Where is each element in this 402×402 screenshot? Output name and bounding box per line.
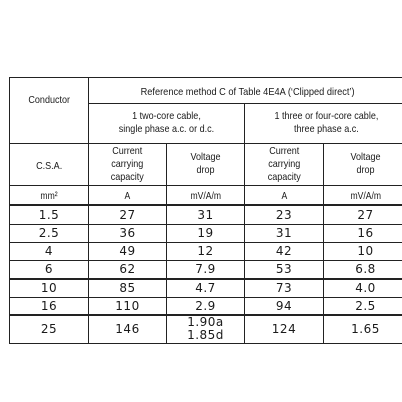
group1-title-cell bbox=[89, 104, 245, 144]
csa-cell: 2.5 bbox=[10, 224, 89, 242]
vd1-header-line1: Voltage bbox=[190, 151, 221, 163]
group1-title-line2: single phase a.c. or d.c. bbox=[118, 123, 215, 135]
vd2-cell: 2.5 bbox=[324, 297, 402, 315]
ccc2-cell: 73 bbox=[245, 279, 324, 297]
ccc2-cell: 124 bbox=[245, 315, 324, 343]
group1-title bbox=[119, 110, 214, 136]
csa-cell: 25 bbox=[10, 315, 89, 343]
table-row bbox=[10, 279, 402, 297]
csa-cell: 4 bbox=[10, 242, 89, 260]
ccc2-cell: 53 bbox=[245, 260, 324, 279]
vd1-cell: 7.9 bbox=[167, 260, 245, 279]
csa-cell: 10 bbox=[10, 279, 89, 297]
group1-title-line1: 1 two-core cable, bbox=[132, 110, 201, 122]
table-row bbox=[10, 224, 402, 242]
ccc2-header bbox=[267, 145, 300, 184]
vd2-header-line1: Voltage bbox=[350, 151, 381, 163]
vd2-header bbox=[350, 151, 380, 177]
ccc1-header-line2: carrying bbox=[111, 157, 144, 170]
ccc2-unit: A bbox=[281, 191, 287, 202]
units-row bbox=[10, 186, 402, 206]
reference-method-cell bbox=[89, 78, 402, 104]
cable-rating-table bbox=[9, 77, 402, 344]
ccc2-cell: 23 bbox=[245, 205, 324, 224]
conductor-header-cell bbox=[10, 78, 89, 144]
vd2-header-cell bbox=[324, 144, 402, 186]
vd2-cell: 6.8 bbox=[324, 260, 402, 279]
ccc2-header-line2: carrying bbox=[267, 157, 301, 170]
conductor-header: Conductor bbox=[28, 94, 70, 106]
vd1-cell bbox=[167, 315, 245, 343]
csa-cell: 6 bbox=[10, 260, 89, 279]
ccc1-cell: 27 bbox=[89, 205, 167, 224]
vd1-cell: 19 bbox=[167, 224, 245, 242]
csa-header-cell bbox=[10, 144, 89, 186]
group2-title-line1: 1 three or four-core cable, bbox=[274, 110, 378, 122]
ccc1-cell: 36 bbox=[89, 224, 167, 242]
ccc2-header-line3: capacity bbox=[267, 170, 301, 183]
table-row bbox=[10, 242, 402, 260]
ccc1-header bbox=[111, 145, 144, 184]
ccc1-cell: 62 bbox=[89, 260, 167, 279]
ccc1-unit-cell bbox=[89, 186, 167, 206]
vd2-cell: 27 bbox=[324, 205, 402, 224]
vd2-unit-cell bbox=[324, 186, 402, 206]
csa-cell: 1.5 bbox=[10, 205, 89, 224]
vd2-cell: 4.0 bbox=[324, 279, 402, 297]
vd1-value-d: 1.85d bbox=[187, 328, 224, 343]
vd2-header-line2: drop bbox=[356, 164, 375, 176]
vd1-value-a: 1.90a bbox=[187, 315, 224, 330]
group2-title bbox=[274, 110, 378, 136]
ccc2-cell: 42 bbox=[245, 242, 324, 260]
table-row bbox=[10, 205, 402, 224]
ccc1-cell: 49 bbox=[89, 242, 167, 260]
vd2-cell: 16 bbox=[324, 224, 402, 242]
table-row bbox=[10, 315, 402, 343]
ccc1-header-cell bbox=[89, 144, 167, 186]
group2-title-line2: three phase a.c. bbox=[293, 123, 359, 135]
csa-unit-cell bbox=[10, 186, 89, 206]
ccc1-cell: 110 bbox=[89, 297, 167, 315]
vd2-unit: mV/A/m bbox=[350, 191, 381, 202]
vd1-cell: 31 bbox=[167, 205, 245, 224]
group2-title-cell bbox=[245, 104, 402, 144]
csa-unit: mm² bbox=[40, 191, 58, 202]
vd1-header-cell bbox=[167, 144, 245, 186]
vd1-unit-cell bbox=[167, 186, 245, 206]
ccc1-cell: 146 bbox=[89, 315, 167, 343]
header-row-columns bbox=[10, 144, 402, 186]
vd2-cell: 10 bbox=[324, 242, 402, 260]
vd1-cell: 2.9 bbox=[167, 297, 245, 315]
header-row-reference bbox=[10, 78, 402, 104]
ccc2-cell: 31 bbox=[245, 224, 324, 242]
reference-method-title: Reference method C of Table 4E4A (‘Clipped direct’) bbox=[140, 85, 356, 98]
ccc1-header-line1: Current bbox=[112, 144, 143, 157]
ccc2-header-cell bbox=[245, 144, 324, 186]
ccc2-cell: 94 bbox=[245, 297, 324, 315]
vd1-cell: 12 bbox=[167, 242, 245, 260]
vd1-cell: 4.7 bbox=[167, 279, 245, 297]
vd1-unit: mV/A/m bbox=[190, 191, 221, 202]
csa-header: C.S.A. bbox=[35, 159, 63, 172]
table-row bbox=[10, 260, 402, 279]
csa-cell: 16 bbox=[10, 297, 89, 315]
ccc1-cell: 85 bbox=[89, 279, 167, 297]
ccc2-unit-cell bbox=[245, 186, 324, 206]
table-row bbox=[10, 297, 402, 315]
vd1-header-line2: drop bbox=[196, 164, 215, 176]
vd1-header bbox=[190, 151, 220, 177]
ccc2-header-line1: Current bbox=[268, 144, 300, 157]
ccc1-unit: A bbox=[124, 191, 131, 202]
ccc1-header-line3: capacity bbox=[110, 170, 145, 183]
vd2-cell: 1.65 bbox=[324, 315, 402, 343]
